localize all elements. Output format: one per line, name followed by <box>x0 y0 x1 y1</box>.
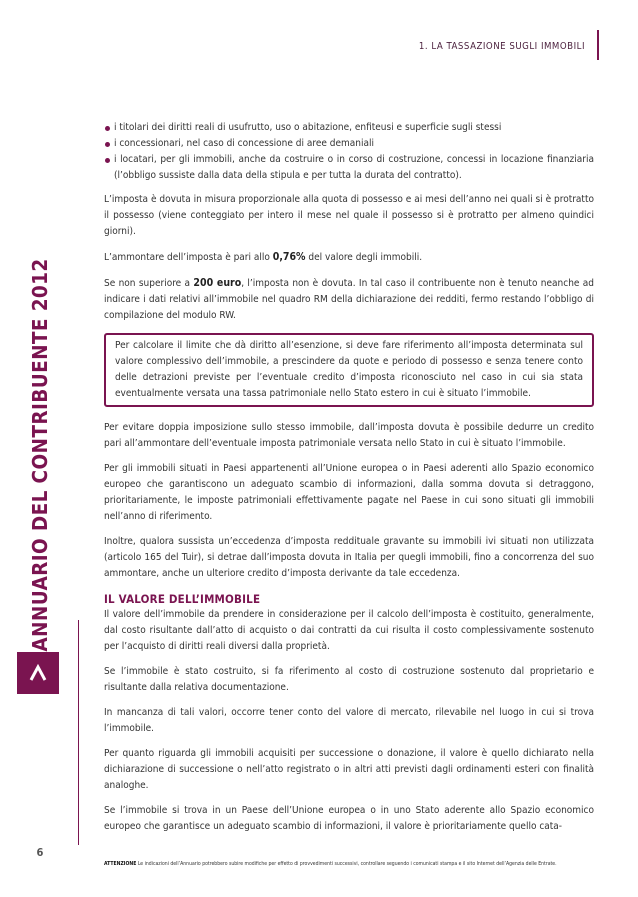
paragraph: Se l’immobile si trova in un Paese dell’Unione europea o in uno Stato aderente allo Spazio economico europeo che garantisce un adeguato scambio di informazioni, il valore è prioritariamente quello cata- <box>104 805 594 832</box>
section-title: IL VALORE DELL’IMMOBILE <box>104 592 261 606</box>
paragraph: Il valore dell’immobile da prendere in considerazione per il calcolo dell’imposta è costituito, generalmente, dal costo risultante dall’atto di acquisto o dai contratti da cui risulta il costo complessivamente sostenuto per l’acquisto di diritti reali diversi dalla proprietà. <box>104 609 594 652</box>
footer-note <box>104 861 594 867</box>
rate-value: 0,76% <box>272 251 306 263</box>
paragraph: Inoltre, qualora sussista un’eccedenza d’imposta reddituale gravante su immobili ivi situati non utilizzata (articolo 165 del Tuir), si detrae dall’imposta dovuta in Italia per quegli immobili, fino a concorrenza del suo ammontare, anche un ulteriore credito d’imposta derivante da tale eccedenza. <box>104 536 594 579</box>
paragraph: Per evitare doppia imposizione sullo stesso immobile, dall’imposta dovuta è possibile dedurre un credito pari all’ammontare dell’eventuale imposta patrimoniale versata nello Stato in cui è situato l’immobile. <box>104 422 594 449</box>
callout-box <box>104 333 594 407</box>
paragraph: L’ammontare dell’imposta è pari allo 0,76% del valore degli immobili. <box>104 251 423 263</box>
sidebar-divider <box>78 620 79 845</box>
paragraph: Se l’immobile è stato costruito, si fa riferimento al costo di costruzione sostenuto dal proprietario e risultante dalla relativa documentazione. <box>104 666 594 693</box>
footer-label: ATTENZIONE <box>104 861 137 867</box>
sidebar-title-wrap <box>24 258 56 652</box>
threshold-value: 200 euro <box>193 277 242 289</box>
footer-text: Le indicazioni dell’Annuario potrebbero subire modifiche per effetto di provvedimenti successivi, controllare seguendo i comunicati stampa e il sito Internet dell’Agenzia delle Entrate. <box>136 861 557 867</box>
paragraph: Per gli immobili situati in Paesi appartenenti all’Unione europea o in Paesi aderenti allo Spazio economico europeo che garantiscono un adeguato scambio di informazioni, dalla somma dovuta si detraggono, prioritariamente, le imposte patrimoniali effettivamente pagate nel Paese in cui sono situati gli immobili nell’anno di riferimento. <box>104 463 594 522</box>
list-item: i concessionari, nel caso di concessione di aree demaniali <box>104 136 594 152</box>
list-item: i locatari, per gli immobili, anche da costruire o in corso di costruzione, concessi in locazione finanziaria (l’obbligo sussiste dalla data della stipula e per tutta la durata del contratto). <box>104 152 594 184</box>
main-content <box>104 120 594 844</box>
paragraph: In mancanza di tali valori, occorre tener conto del valore di mercato, rilevabile nel luogo in cui si trova l’immobile. <box>104 707 594 734</box>
sidebar <box>0 0 80 897</box>
paragraph: L’imposta è dovuta in misura proporzionale alla quota di possesso e ai mesi dell’anno nei quali si è protratto il possesso (viene conteggiato per intero il mese nel quale il possesso si è protratto per almeno quindici giorni). <box>104 194 594 237</box>
bullet-list <box>104 120 594 184</box>
running-header <box>398 30 599 60</box>
paragraph: Per quanto riguarda gli immobili acquisiti per successione o donazione, il valore è quello dichiarato nella dichiarazione di successione o nell’atto registrato o in altri atti previsti dagli ordinamenti esteri con finalità analoghe. <box>104 748 594 791</box>
caret-up-icon <box>29 664 47 682</box>
list-item: i titolari dei diritti reali di usufrutto, uso o abitazione, enfiteusi e superficie sugli stessi <box>104 120 594 136</box>
caret-logo <box>17 652 59 694</box>
page-number: 6 <box>36 846 44 859</box>
callout-text: Per calcolare il limite che dà diritto all’esenzione, si deve fare riferimento all’imposta determinata sul valore complessivo dell’immobile, a prescindere da quote e periodo di possesso e senza tenere conto delle detrazioni previste per l’eventuale credito d’imposta riconosciuto nel caso in cui sia stata eventualmente versata una tassa patrimoniale nello Stato estero in cui è situato l’immobile. <box>115 340 583 399</box>
sidebar-title: ANNUARIO DEL CONTRIBUENTE 2012 <box>28 258 52 652</box>
header-title: 1. LA TASSAZIONE SUGLI IMMOBILI <box>418 41 585 52</box>
paragraph: Se non superiore a 200 euro, l’imposta non è dovuta. In tal caso il contribuente non è tenuto neanche ad indicare i dati relativi all’immobile nel quadro RM della dichiarazione dei redditi, fermo restando l’obbligo di compilazione del modulo RW. <box>104 277 595 321</box>
